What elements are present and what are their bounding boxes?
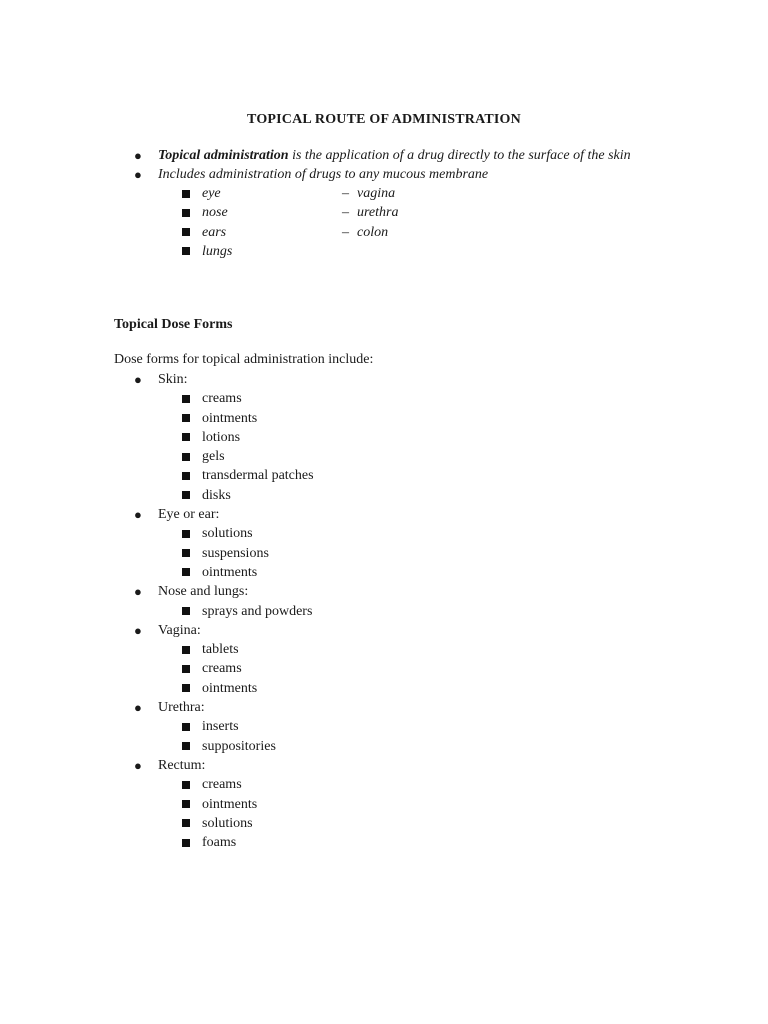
- membrane-left: ears: [202, 224, 227, 240]
- list-item: [182, 428, 532, 447]
- list-item-text: gels: [202, 449, 225, 465]
- dash: –: [342, 224, 349, 240]
- group-label-text: Eye or ear:: [158, 507, 220, 523]
- list-item: [182, 524, 532, 543]
- square-bullet-icon: [182, 723, 190, 731]
- list-item-text: creams: [202, 777, 242, 793]
- list-item-text: creams: [202, 391, 242, 407]
- group-label-text: Vagina:: [158, 622, 201, 638]
- membrane-row: [182, 242, 602, 261]
- square-bullet-icon: [182, 433, 190, 441]
- membrane-row: [182, 184, 602, 203]
- definition-text: is the application of a drug directly to the surface of the skin: [288, 148, 631, 163]
- square-bullet-icon: [182, 453, 190, 461]
- square-bullet-icon: [182, 742, 190, 750]
- group-label-text: Urethra:: [158, 700, 205, 716]
- bullet-icon: ●: [134, 757, 142, 773]
- list-item-text: ointments: [202, 564, 258, 580]
- list-item: [182, 602, 532, 621]
- group-label-text: Rectum:: [158, 757, 206, 773]
- group-label: [132, 621, 532, 640]
- list-item-text: ointments: [202, 680, 258, 696]
- list-item-text: creams: [202, 661, 242, 677]
- intro-list: [132, 146, 652, 261]
- square-bullet-icon: [182, 646, 190, 654]
- dash: –: [342, 205, 349, 221]
- square-bullet-icon: [182, 665, 190, 673]
- list-item: [182, 833, 532, 852]
- square-bullet-icon: [182, 530, 190, 538]
- group-label: [132, 505, 532, 524]
- dose-intro-text: Dose forms for topical administration include:: [114, 352, 374, 367]
- square-bullet-icon: [182, 839, 190, 847]
- list-item-text: solutions: [202, 815, 253, 831]
- list-item: [182, 775, 532, 794]
- list-item-text: sprays and powders: [202, 603, 313, 619]
- membrane-right: colon: [357, 224, 389, 240]
- membrane-left: nose: [202, 205, 228, 221]
- list-item: [182, 795, 532, 814]
- square-bullet-icon: [182, 472, 190, 480]
- square-bullet-icon: [182, 819, 190, 827]
- membrane-left: lungs: [202, 243, 233, 259]
- list-item: [182, 717, 532, 736]
- list-item: [182, 409, 532, 428]
- membrane-right: urethra: [357, 205, 399, 221]
- list-item-text: transdermal patches: [202, 468, 314, 484]
- square-bullet-icon: [182, 209, 190, 217]
- square-bullet-icon: [182, 247, 190, 255]
- square-bullet-icon: [182, 395, 190, 403]
- square-bullet-icon: [182, 491, 190, 499]
- list-item-text: lotions: [202, 429, 241, 445]
- group-label: [132, 370, 532, 389]
- mucous-text: Includes administration of drugs to any mucous membrane: [158, 167, 489, 182]
- list-item: [182, 563, 532, 582]
- bullet-icon: ●: [134, 148, 142, 163]
- square-bullet-icon: [182, 800, 190, 808]
- membrane-row: [182, 223, 602, 242]
- square-bullet-icon: [182, 414, 190, 422]
- list-item: [182, 389, 532, 408]
- bullet-icon: ●: [134, 622, 142, 638]
- list-item: [182, 447, 532, 466]
- list-item-text: tablets: [202, 642, 239, 658]
- square-bullet-icon: [182, 607, 190, 615]
- dash: –: [342, 186, 349, 201]
- section-heading: Topical Dose Forms: [114, 317, 233, 332]
- list-item-text: disks: [202, 487, 231, 503]
- list-item: [182, 544, 532, 563]
- dose-forms-list: [132, 370, 532, 852]
- membrane-left: eye: [202, 186, 221, 201]
- page-title: TOPICAL ROUTE OF ADMINISTRATION: [247, 112, 521, 127]
- bullet-icon: ●: [134, 372, 142, 387]
- list-item: [182, 486, 532, 505]
- square-bullet-icon: [182, 228, 190, 236]
- list-item: [182, 659, 532, 678]
- membrane-right: vagina: [357, 186, 396, 201]
- group-label: [132, 582, 532, 601]
- intro-item-definition: [132, 146, 652, 165]
- membrane-row: [182, 203, 602, 222]
- list-item-text: ointments: [202, 796, 258, 812]
- square-bullet-icon: [182, 549, 190, 557]
- group-label: [132, 756, 532, 775]
- intro-item-mucous: [132, 165, 652, 184]
- list-item-text: ointments: [202, 410, 258, 426]
- list-item: [182, 737, 532, 756]
- list-item-text: solutions: [202, 526, 253, 542]
- bullet-icon: ●: [134, 167, 142, 182]
- square-bullet-icon: [182, 568, 190, 576]
- list-item: [182, 814, 532, 833]
- list-item-text: foams: [202, 835, 237, 851]
- membrane-list: [182, 184, 602, 261]
- list-item: [182, 466, 532, 485]
- list-item-text: suspensions: [202, 545, 269, 561]
- list-item-text: suppositories: [202, 738, 276, 754]
- square-bullet-icon: [182, 781, 190, 789]
- list-item-text: inserts: [202, 719, 239, 735]
- group-label: [132, 698, 532, 717]
- bullet-icon: ●: [134, 700, 142, 716]
- bullet-icon: ●: [134, 507, 142, 523]
- group-label-text: Skin:: [158, 372, 188, 387]
- list-item: [182, 640, 532, 659]
- bullet-icon: ●: [134, 584, 142, 600]
- square-bullet-icon: [182, 684, 190, 692]
- list-item: [182, 679, 532, 698]
- term-topical-administration: Topical administration: [158, 148, 289, 163]
- group-label-text: Nose and lungs:: [158, 584, 249, 600]
- square-bullet-icon: [182, 190, 190, 198]
